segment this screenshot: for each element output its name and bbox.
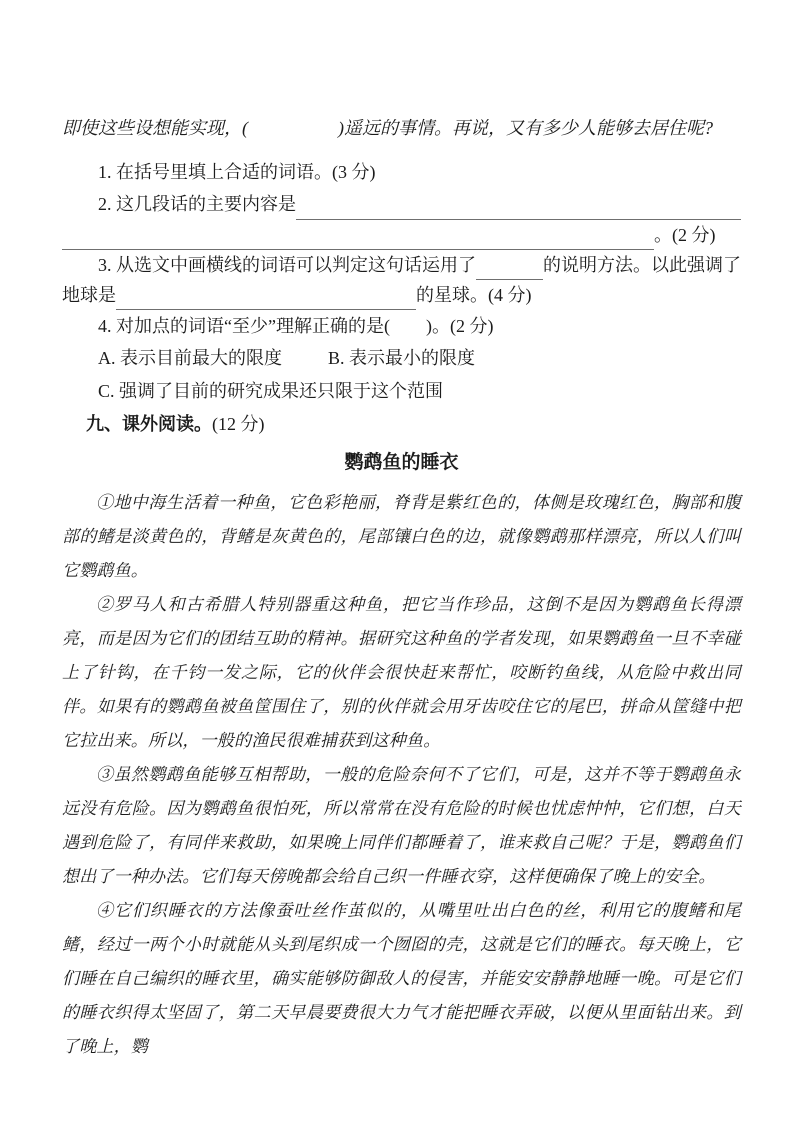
question-3-text-a: 3. 从选文中画横线的词语可以判定这句话运用了 — [98, 255, 476, 275]
question-3-line2 — [62, 280, 741, 310]
question-2-line1 — [62, 188, 741, 220]
passage-paragraph: ②罗马人和古希腊人特别器重这种鱼，把它当作珍品，这倒不是因为鹦鹉鱼长得漂亮，而是因为它们的团结互助的精神。据研究这种鱼的学者发现，如果鹦鹉鱼一旦不幸碰上了针钩，在千钧一发之际，它的伙伴会很快赶来帮忙，咬断钓鱼线，从危险中救出同伴。如果有的鹦鹉鱼被鱼筐围住了，别的伙伴就会用牙齿咬住它的尾巴，拼命从筐缝中把它拉出来。所以，一般的渔民很难捕获到这种鱼。 — [62, 595, 741, 750]
answer-blank-q2a — [296, 196, 741, 220]
section-heading — [62, 408, 741, 440]
question-2-suffix: 。(2 分) — [654, 225, 716, 245]
passage-paragraph: ①地中海生活着一种鱼，它色彩艳丽，脊背是紫红色的，体侧是玫瑰红色，胸部和腹部的鳍是淡黄色的，背鳍是灰黄色的，尾部镶白色的边，就像鹦鹉那样漂亮，所以人们叫它鹦鹉鱼。 — [62, 493, 741, 580]
answer-blank-q3a — [476, 256, 543, 280]
option-b: B. 表示最小的限度 — [328, 348, 476, 368]
section-heading-score: (12 分) — [212, 414, 265, 434]
question-2-text: 2. 这几段话的主要内容是 — [98, 194, 296, 214]
question-1: 1. 在括号里填上合适的词语。(3 分) — [98, 162, 376, 182]
question-3-text-c: 地球是 — [62, 285, 116, 305]
passage-paragraph: ③虽然鹦鹉鱼能够互相帮助，一般的危险奈何不了它们，可是，这并不等于鹦鹉鱼永远没有危险。因为鹦鹉鱼很怕死，所以常常在没有危险的时候也忧虑忡忡，它们想，白天遇到危险了，有同伴来救助，如果晚上同伴们都睡着了，谁来救自己呢？于是，鹦鹉鱼们想出了一种办法。它们每天傍晚都会给自己织一件睡衣穿，这样便确保了晚上的安全。 — [62, 765, 741, 886]
question-4: 4. 对加点的词语“至少”理解正确的是( )。(2 分) — [98, 316, 494, 336]
question-3-text-b: 的说明方法。以此强调了 — [543, 255, 741, 275]
answer-blank-q3b — [116, 286, 416, 310]
section-heading-label: 九、课外阅读。 — [86, 414, 212, 434]
reading-passage — [62, 486, 741, 1064]
question-4-options-ab — [62, 342, 741, 375]
reading-passage-title: 鹦鹉鱼的睡衣 — [344, 452, 459, 473]
question-2-line2 — [62, 220, 741, 250]
passage-paragraph: ④它们织睡衣的方法像蚕吐丝作茧似的，从嘴里吐出白色的丝，利用它的腹鳍和尾鳍，经过一两个小时就能从头到尾织成一个囫囵的壳，这就是它们的睡衣。每天晚上，它们睡在自己编织的睡衣里，确实能够防御敌人的侵害，并能安安静静地睡一晚。可是它们的睡衣织得太坚固了，第二天早晨要费很大力气才能把睡衣弄破，以便从里面钻出来。到了晚上，鹦 — [62, 901, 741, 1056]
passage-quote-line: 即使这些设想能实现，( )遥远的事情。再说，又有多少人能够去居住呢? — [62, 118, 713, 138]
option-c: C. 强调了目前的研究成果还只限于这个范围 — [98, 381, 444, 401]
question-3-text-d: 的星球。(4 分) — [416, 285, 532, 305]
answer-blank-q2b — [62, 226, 654, 250]
question-3-line1 — [62, 250, 741, 280]
option-a: A. 表示目前最大的限度 — [98, 348, 282, 368]
